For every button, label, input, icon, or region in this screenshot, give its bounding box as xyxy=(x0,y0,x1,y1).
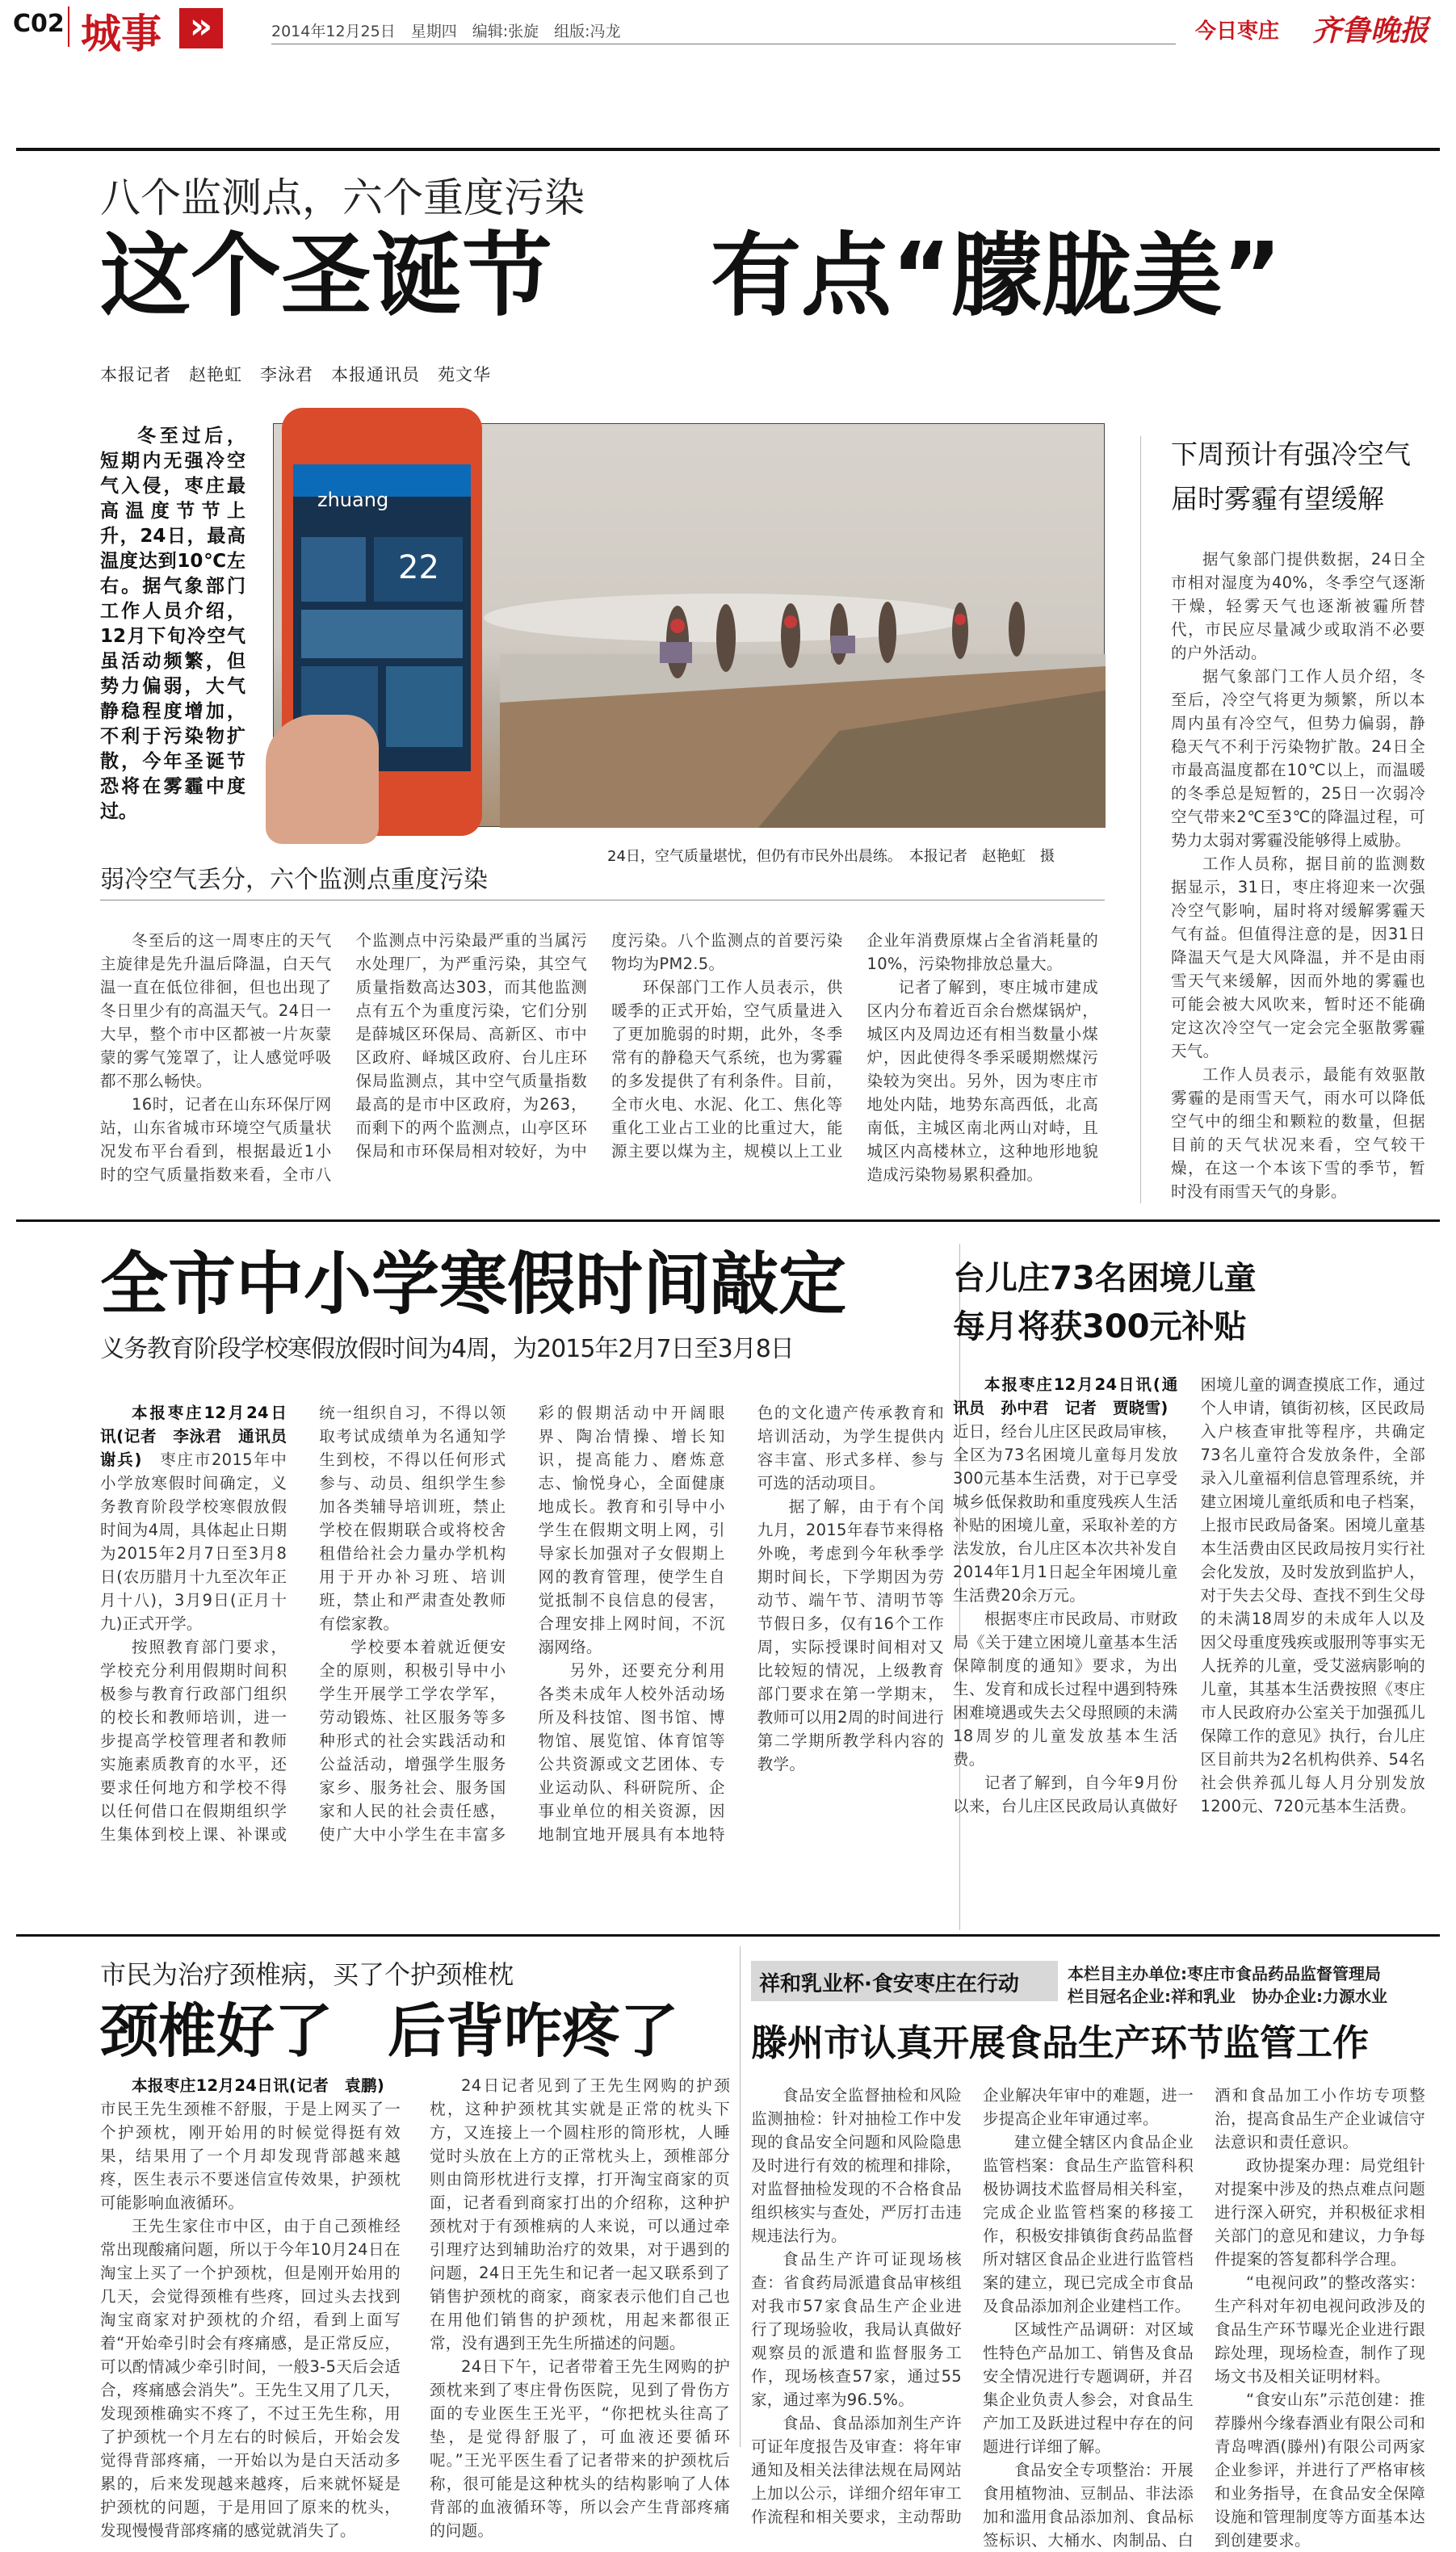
article2-headline: 全市中小学寒假时间敲定 xyxy=(100,1245,847,1324)
article1-paragraph: 16时，记者在山东环保厅网站，山东省城市环境空气质量状况发布平台看到，根据最近1小时的空气质量指数来看，全市八个监测点中污染最严重的当属污水处理厂，为严重污染，其空气质量指数高达303，而其他监测点有五个为重度污染，它们分别是薛城区环保局、高新区、市中区政府、峄城区政府、台儿庄环保局监测点，其中空气质量指数最高的是市中区政府，为263，而剩下的两个监测点，山亭区环保局和市环保局相对较好，为中度污染。八个监测点的首要污染物均为PM2.5。 xyxy=(100,931,843,1184)
banner-label: 祥和乳业杯·食安枣庄在行动 xyxy=(759,1972,1019,1996)
article5-paragraph: “食安山东”示范创建：推荐滕州今缘春酒业有限公司和青岛啤酒(滕州)有限公司两家企业参评，并进行了严格审核和业务指导，在食品安全保障设施和管理制度等方面基本达到创建要求。 xyxy=(1215,2390,1425,2550)
dateline: 本报枣庄12月24日讯(记者 李泳君 通讯员 谢兵) xyxy=(100,1404,304,1469)
article3-headline-2: 每月将获300元补贴 xyxy=(953,1308,1247,1345)
article4-kicker: 市民为治疗颈椎病，买了个护颈椎枕 xyxy=(100,1959,514,1990)
article5-paragraph: 食品安全监督抽检和风险监测抽检：针对抽检工作中发现的食品安全问题和风险隐患及时进行有效的梳理和排除，对监督抽检发现的不合格食品组织核实与查处，严厉打击违规违法行为。 xyxy=(751,2086,962,2245)
sidebar-head-1: 下周预计有强冷空气 xyxy=(1171,439,1411,470)
article5-paragraph: 食品、食品添加剂生产许可证年度报告及审查：将年审通知及相关法律法规在局网站上加以公示，详细介绍年审工作流程和相关要求，主动帮助企业解决年审中的难题，进一步提高企业年审通过率。 xyxy=(751,2086,1194,2526)
section-arrow-icon: » xyxy=(179,8,223,48)
article4-paragraph: 24日下午，记者带着王先生网购的护颈枕来到了枣庄骨伤医院，见到了骨伤方面的专业医生王光平，“你把枕头往高了垫，是觉得舒服了，可血液还要循环呢。”王光平医生看了记者带来的护颈枕后称，很可能是这种枕头的结构影响了人体背部的血液循环等，所以会产生背部疼痛的问题。 xyxy=(430,2357,730,2540)
dateline: 本报枣庄12月24日讯(记者 袁鹏) xyxy=(132,2076,385,2095)
article5-paragraph: 建立健全辖区内食品企业监管档案：食品生产监管科积极协调技术监督局相关科室，完成企业监管档案的移接工作，积极安排镇街食药品监督所对辖区食品企业进行监管档案的建立，现已完成全市食品及食品添加剂企业建档工作。 xyxy=(983,2133,1194,2315)
article2-body xyxy=(100,1401,944,1846)
article5-headline: 滕州市认真开展食品生产环节监管工作 xyxy=(751,2021,1370,2064)
article5-divider xyxy=(740,1946,741,2447)
article1-byline: 本报记者 赵艳虹 李泳君 本报通讯员 苑文华 xyxy=(100,365,491,384)
article3-headline-1: 台儿庄73名困境儿童 xyxy=(953,1260,1257,1297)
article5-paragraph: 区域性产品调研：对区域性特色产品加工、销售及食品安全情况进行专题调研，并召集企业负责人参会，对食品生产加工及跃进过程中存在的问题进行详细了解。 xyxy=(983,2320,1194,2456)
photo-caption: 24日，空气质量堪忧，但仍有市民外出晨练。 本报记者 赵艳虹 摄 xyxy=(607,848,1055,865)
article5-paragraph: 政协提案办理：局党组针对提案中涉及的热点难点问题进行深入研究，并积极征求相关部门的意见和建议，力争每件提案的答复都科学合理。 xyxy=(1215,2156,1425,2269)
article1-headline-b: 有点“朦胧美” xyxy=(711,224,1282,329)
article1-paragraph: 冬至后的这一周枣庄的天气主旋律是先升温后降温，白天气温一直在低位徘徊，但也出现了冬日里少有的高温天气。24日一大早，整个市中区都被一片灰蒙蒙的雾气笼罩了，让人感觉呼吸都不那么畅快。 xyxy=(100,931,332,1090)
article5-paragraph: “电视问政”的整改落实：生产科对年初电视问政涉及的食品生产环节曝光企业进行跟踪处理，现场检查，制作了现场文书及相关证明材料。 xyxy=(1215,2273,1425,2386)
article5-sponsor-2: 栏目冠名企业:祥和乳业 协办企业:力源水业 xyxy=(1068,1987,1387,2006)
article2-paragraph: 另外，还要充分利用各类未成年人校外活动场所及科技馆、图书馆、博物馆、展览馆、体育馆等公共资源或文艺团体、专业运动队、科研院所、企事业单位的相关资源，因地制宜地开展具有本地特色的文化遗产传承教育和培训活动，为学生提供内容丰富、形式多样、参与可选的活动项目。 xyxy=(538,1404,944,1844)
article4-paragraph: 王先生家住市中区，由于自己颈椎经常出现酸痛问题，所以于今年10月24日在淘宝上买了一个护颈枕，但是刚开始用的几天，会觉得颈椎有些疼，回过头去找到淘宝商家对护颈枕的介绍，看到上面写着“开始牵引时会有疼痛感，是正常反应，可以酌情减少牵引时间，一般3-5天后会适合，疼痛感会消失”。王先生又用了几天，发现颈椎确实不疼了，不过王先生称，用了护颈枕一个月左右的时候后，开始会发觉得背部疼痛，一开始以为是白天活动多累的，后来发现越来越疼，后来就怀疑是护颈枕的问题，于是用回了原来的枕头，发现慢慢背部疼痛的感觉就消失了。 xyxy=(100,2217,401,2540)
article1-paragraph: 记者了解到，枣庄城市建成区内分布着近百余台燃煤锅炉，城区内及周边还有相当数量小煤炉，因此使得冬季采暖期燃煤污染较为突出。另外，因为枣庄市地处内陆，地势东高西低，北高南低，主城区南北两山对峙，且城区内高楼林立，这种地形地貌造成污染物易累积叠加。 xyxy=(866,978,1098,1184)
article1-headline-a: 这个圣诞节 xyxy=(100,224,552,329)
article4-headline-b: 后背咋疼了 xyxy=(388,1997,679,2065)
article1-kicker: 八个监测点，六个重度污染 xyxy=(100,174,585,221)
article5-sponsor-1: 本栏目主办单位:枣庄市食品药品监督管理局 xyxy=(1068,1964,1381,1983)
phone-city-text: zhuang xyxy=(317,489,389,511)
article1-photo xyxy=(273,423,1105,827)
article2-paragraph: 据了解，由于有个闰九月，2015年春节来得格外晚，考虑到今年秋季学期时间长，下学期因为劳动节、端午节、清明节等节假日多，仅有16个工作周，实际授课时间相对又比较短的情况，上级教育部门要求在第一学期末，教师可以用2周的时间进行第二学期所教学科内容的教学。 xyxy=(757,1497,944,1773)
section-rule-2 xyxy=(16,1934,1440,1937)
sidebar-paragraph: 工作人员称，据目前的监测数据显示，31日，枣庄将迎来一次强冷空气影响，届时将对缓解雾霾天气有益。但值得注意的是，因31日降温天气是大风降温，并不是由雨雪天气来缓解，因而外地的雾霾也可能会被大风吹来，暂时还不能确定这次冷空气一定会完全驱散雾霾天气。 xyxy=(1171,854,1425,1060)
article5-banner xyxy=(751,1961,1058,2001)
sidebar-paragraph: 工作人员表示，最能有效驱散雾霾的是雨雪天气，雨水可以降低空气中的细尘和颗粒的数量，但据目前的天气状况来看，空气较干燥，在这一个本该下雪的季节，暂时没有雨雪天气的身影。 xyxy=(1171,1065,1425,1201)
article1-paragraph: 环保部门工作人员表示，供暖季的正式开始，空气质量进入了更加脆弱的时期，此外，冬季常有的静稳天气系统，也为雾霾的多发提供了有利条件。目前，全市火电、水泥、化工、焦化等重化工业占工业的比重过大，能源主要以煤为主，规模以上工业企业年消费原煤占全省消耗量的10%，污染物排放总量大。 xyxy=(611,931,1098,1161)
article5-paragraph: 食品生产许可证现场核查：省食药局派遣食品审核组对我市57家食品生产企业进行了现场验收，我局认真做好观察员的派遣和监督服务工作，现场核查57家，通过55家，通过率为96.5%。 xyxy=(751,2250,962,2409)
article2-paragraph: 按照教育部门要求，学校充分利用假期时间积极参与教育行政部门组织的校长和教师培训，进一步提高学校管理者和教师实施素质教育的水平，还要求任何地方和学校不得以任何借口在假期组织学生集体到校上课、补课或统一组织自习，不得以领取考试成绩单为名通知学生到校，不得以任何形式参与、动员、组织学生参加各类辅导培训班，禁止学校在假期联合或将校舍租借给社会力量办学机构用于开办补习班、培训班，禁止和严肃查处教师有偿家教。 xyxy=(100,1404,506,1844)
article3-body xyxy=(953,1373,1425,1818)
article1-lead xyxy=(100,424,245,825)
section-title: 城事 xyxy=(81,10,162,57)
section-rule-1 xyxy=(16,1219,1440,1222)
article4-paragraph: 24日记者见到了王先生网购的护颈枕，这种护颈枕其实就是正常的枕头下方，又连接上一个圆柱形的筒形枕，人睡觉时头放在上方的正常枕头上，颈椎部分则由筒形枕进行支撑，打开淘宝商家的页面，记者看到商家打出的介绍称，这种护颈枕对于有颈椎病的人来说，可以通过牵引理疗达到辅助治疗的效果，对于遇到的问题，24日王先生和记者一起又联系到了销售护颈枕的商家，商家表示他们自己也在用他们销售的护颈枕，用起来都很正常，没有遇到王先生所描述的问题。 xyxy=(430,2076,730,2353)
top-rule xyxy=(16,148,1440,151)
article2-paragraph: 学校要本着就近便安全的原则，积极引导中小学生开展学工学农学军，劳动锻炼、社区服务等多种形式的社会实践活动和公益活动，增强学生服务家乡、服务社会、服务国家和人民的社会责任感，使广大中小学生在丰富多彩的假期活动中开阔眼界、陶冶情操、增长知识，提高能力、磨炼意志、愉悦身心，全面健康地成长。教育和引导中小学生在假期文明上网，引导家长加强对子女假期上网的教育管理，使学生自觉抵制不良信息的侵害，合理安排上网时间，不沉溺网络。 xyxy=(319,1404,725,1844)
article2-paragraph: 本报枣庄12月24日讯(记者 李泳君 通讯员 谢兵) 枣庄市2015年中小学放寒假时间确定，义务教育阶段学校寒假放假时间为4周，具体起止日期为2015年2月7日至3月8日(农历腊月十九至次年正月十八)，3月9日(正月十九)正式开学。 xyxy=(100,1404,304,1633)
article4-body xyxy=(100,2074,730,2542)
article3-paragraph: 记者了解到，自今年9月份以来，台儿庄区民政局认真做好困境儿童的调查摸底工作，通过个人申请，镇街初核，区民政局入户核查审批等程序，共确定73名儿童符合发放条件，全部录入儿童福利信息管理系统，并建立困境儿童纸质和电子档案，上报市民政局备案。困境儿童基本生活费由区民政局按月实行社会化发放，及时发放到监护人，对于失去父母、查找不到生父母的未满18周岁的未成年人以及因父母重度残疾或服刑等事实无人抚养的儿童，受艾滋病影响的儿童，其基本生活费按照《枣庄市人民政府办公室关于加强孤儿保障工作的意见》执行，台儿庄区目前共为2名机构供养、54名社会供养孤儿每人月分别发放1200元、720元基本生活费。 xyxy=(953,1375,1425,1815)
issue-info: 2014年12月25日 星期四 编辑:张旋 组版:冯龙 xyxy=(271,23,621,40)
sidebar-head-2: 届时雾霾有望缓解 xyxy=(1171,483,1384,514)
article1-subhead: 弱冷空气丢分，六个监测点重度污染 xyxy=(100,866,488,894)
phone-hand xyxy=(266,715,379,844)
sidebar-paragraph: 据气象部门提供数据，24日全市相对湿度为40%，冬季空气逐渐干燥，轻雾天气也逐渐被霾所替代，市民应尽量减少或取消不必要的户外活动。 xyxy=(1171,550,1425,662)
article3-paragraph: 根据枣庄市民政局、市财政局《关于建立困境儿童基本生活保障制度的通知》要求，为出生、发育和成长过程中遇到特殊困难境遇或失去父母照顾的未满18周岁的儿童发放基本生活费。 xyxy=(953,1610,1178,1769)
phone-time: 22 xyxy=(398,549,439,586)
article1-col-1 xyxy=(100,929,1098,1186)
masthead xyxy=(0,0,1456,65)
article4-paragraph: 本报枣庄12月24日讯(记者 袁鹏) 市民王先生颈椎不舒服，于是上网买了一个护颈枕，刚开始用的时候觉得挺有效果，结果用了一个月却发现背部越来越疼，医生表示不要迷信宣传效果，护颈枕可能影响血液循环。 xyxy=(100,2076,401,2212)
article1-sidebar-body xyxy=(1171,548,1425,1203)
sidebar-paragraph: 据气象部门工作人员介绍，冬至后，冷空气将更为频繁，所以本周内虽有冷空气，但势力偏弱，静稳天气不利于污染物扩散。24日全市最高温度都在10℃以上，而温暖的冬季总是短暂的，25日一次弱冷空气带来2℃至3℃的降温过程，可势力太弱对雾霾没能够得上威胁。 xyxy=(1171,667,1425,850)
article4-headline-a: 颈椎好了 xyxy=(100,1997,334,2065)
page-number: C02 xyxy=(13,10,65,38)
lead-paragraph: 冬至过后，短期内无强冷空气入侵，枣庄最高温度节节上升，24日，最高温度达到10℃左右。据气象部门工作人员介绍，12月下旬冷空气虽活动频繁，但势力偏弱，大气静稳程度增加，不利于污染物扩散，今年圣诞节恐将在雾霾中度过。 xyxy=(100,426,245,822)
page-number-divider xyxy=(68,6,69,47)
article3-paragraph: 本报枣庄12月24日讯(通讯员 孙中君 记者 贾晓雪) 近日，经台儿庄区民政局审核，全区为73名困境儿童每月发放300元基本生活费，对于已享受城乡低保救助和重度残疾人生活补贴的困境儿童，采取补差的方法发放，台儿庄区本次共补发自2014年1月1日起全年困境儿童生活费20余万元。 xyxy=(953,1375,1185,1605)
article1-sidebar-divider xyxy=(1140,436,1141,1203)
article5-paragraph: 食品安全专项整治：开展食用植物油、豆制品、非法添加和滥用食品添加剂、食品标签标识、大桶水、肉制品、白酒和食品加工小作坊专项整治，提高食品生产企业诚信守法意识和责任意识。 xyxy=(983,2086,1425,2550)
dateline: 本报枣庄12月24日讯(通讯员 孙中君 记者 贾晓雪) xyxy=(953,1375,1178,1417)
article2-subhead: 义务教育阶段学校寒假放假时间为4周，为2015年2月7日至3月8日 xyxy=(100,1335,794,1363)
article5-body xyxy=(751,2084,1425,2552)
brand-logo: 齐鲁晚报 xyxy=(1312,14,1429,48)
phone-in-hand xyxy=(282,408,482,836)
brand-today: 今日枣庄 xyxy=(1195,19,1280,44)
